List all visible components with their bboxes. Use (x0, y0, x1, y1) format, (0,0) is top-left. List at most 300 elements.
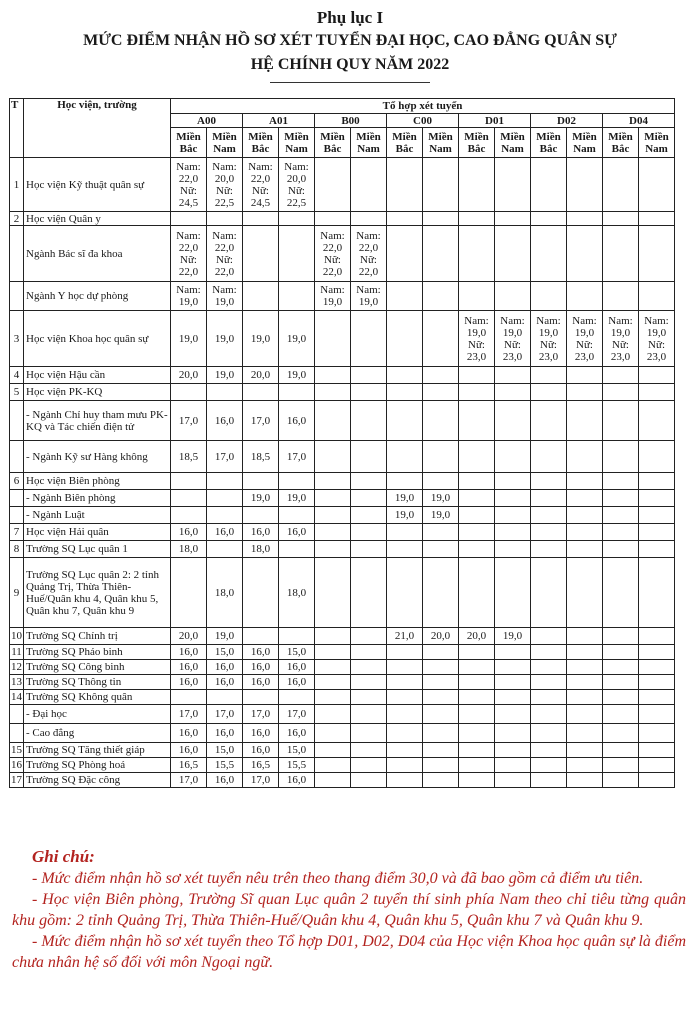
score-cell: 16,0 (279, 401, 315, 441)
score-cell (567, 558, 603, 628)
score-cell: Nam: 19,0 Nữ: 23,0 (639, 311, 675, 367)
score-cell (567, 226, 603, 282)
row-number: 14 (11, 691, 22, 703)
table-row (10, 401, 675, 441)
heading-line-1: MỨC ĐIỂM NHẬN HỒ SƠ XÉT TUYỂN ĐẠI HỌC, CAO ĐẲNG QUÂN SỰ (83, 32, 617, 49)
score-cell (567, 645, 603, 660)
score-cell: 16,0 (279, 773, 315, 788)
score-cell: 16,0 (243, 645, 279, 660)
score-cell: 19,0 (243, 490, 279, 507)
row-number: 6 (10, 473, 24, 490)
row-number (10, 705, 24, 724)
score-cell (459, 158, 495, 212)
score-cell: 15,0 (207, 743, 243, 758)
score-cell (387, 282, 423, 311)
col-header-stt: T (10, 99, 24, 158)
score-cell: 16,0 (207, 773, 243, 788)
score-cell (459, 524, 495, 541)
score-cell: Nam: 19,0 Nữ: 23,0 (603, 311, 639, 367)
score-cell: 19,0 (207, 628, 243, 645)
score-cell (459, 541, 495, 558)
score-cell (603, 441, 639, 473)
score-cell (315, 401, 351, 441)
score-cell: Nam: 22,0 Nữ: 24,5 (171, 158, 207, 212)
score-cell (351, 384, 387, 401)
score-cell (423, 226, 459, 282)
note-item: - Học viện Biên phòng, Trường Sĩ quan Lục quân 2 tuyển thí sinh phía Nam theo chỉ tiêu từng quân khu gồm: 2 tỉnh Quảng Trị, Thừa Thiên-Huế/Quân khu 4, Quân khu 5, Quân khu 7 và Quân khu 9. (12, 891, 686, 929)
school-name: Học viện Hải quân (24, 524, 171, 541)
score-cell (531, 158, 567, 212)
score-cell (603, 628, 639, 645)
score-cell (639, 473, 675, 490)
score-cell: 19,0 (207, 367, 243, 384)
score-cell (495, 473, 531, 490)
score-cell (315, 524, 351, 541)
score-cell: 16,5 (171, 758, 207, 773)
score-cell (459, 507, 495, 524)
score-cell (279, 628, 315, 645)
table-row (10, 690, 675, 705)
score-cell (315, 158, 351, 212)
score-cell (207, 212, 243, 226)
score-cell (279, 541, 315, 558)
score-cell (603, 401, 639, 441)
heading-line-2: HỆ CHÍNH QUY NĂM 2022 (250, 56, 450, 73)
table-row (10, 645, 675, 660)
score-cell (423, 158, 459, 212)
score-cell (603, 724, 639, 743)
score-cell (459, 212, 495, 226)
table-row (10, 628, 675, 645)
region-header-north: Miền Bắc (315, 128, 351, 158)
score-cell (639, 645, 675, 660)
row-number (10, 441, 24, 473)
score-cell (639, 541, 675, 558)
score-cell (639, 441, 675, 473)
score-cell (567, 473, 603, 490)
score-cell: Nam: 22,0 Nữ: 22,0 (207, 226, 243, 282)
score-cell (639, 384, 675, 401)
score-cell: 18,0 (279, 558, 315, 628)
score-cell (603, 507, 639, 524)
score-cell (567, 282, 603, 311)
score-cell (423, 758, 459, 773)
score-cell (423, 541, 459, 558)
school-name: - Cao đẳng (24, 724, 171, 743)
score-cell (531, 541, 567, 558)
score-cell (315, 660, 351, 675)
region-header-south: Miền Nam (279, 128, 315, 158)
score-cell: Nam: 19,0 Nữ: 23,0 (531, 311, 567, 367)
score-cell (603, 367, 639, 384)
score-cell (567, 628, 603, 645)
score-cell: 19,0 (279, 490, 315, 507)
table-row (10, 212, 675, 226)
score-cell (351, 675, 387, 690)
score-cell (351, 743, 387, 758)
score-cell: 16,0 (243, 660, 279, 675)
score-cell (603, 690, 639, 705)
score-cell (351, 705, 387, 724)
row-number (10, 226, 24, 282)
score-cell (459, 675, 495, 690)
score-cell: 18,0 (171, 541, 207, 558)
score-cell (387, 541, 423, 558)
score-cell (459, 367, 495, 384)
score-cell (243, 558, 279, 628)
score-cell: 20,0 (243, 367, 279, 384)
score-cell (423, 773, 459, 788)
score-cell (531, 705, 567, 724)
score-cell (567, 384, 603, 401)
region-header-north: Miền Bắc (531, 128, 567, 158)
score-cell: 19,0 (207, 311, 243, 367)
score-cell (495, 507, 531, 524)
score-cell (315, 773, 351, 788)
score-cell (459, 226, 495, 282)
score-cell: 16,5 (243, 758, 279, 773)
score-cell (567, 490, 603, 507)
score-cell (603, 158, 639, 212)
row-number: 9 (10, 558, 24, 628)
score-cell (351, 645, 387, 660)
table-row (10, 758, 675, 773)
table-row (10, 441, 675, 473)
score-cell (387, 441, 423, 473)
col-header-group: Tổ hợp xét tuyển (171, 99, 675, 114)
score-cell (495, 158, 531, 212)
score-cell (207, 541, 243, 558)
score-cell: 19,0 (243, 311, 279, 367)
score-cell: 19,0 (387, 507, 423, 524)
score-cell (315, 628, 351, 645)
group-header: A01 (243, 114, 315, 128)
score-cell (171, 690, 207, 705)
score-cell (315, 212, 351, 226)
score-cell (639, 401, 675, 441)
score-cell (531, 367, 567, 384)
score-cell (171, 212, 207, 226)
region-header-north: Miền Bắc (459, 128, 495, 158)
score-cell: Nam: 19,0 (171, 282, 207, 311)
score-cell: 16,0 (207, 724, 243, 743)
score-cell (459, 773, 495, 788)
score-cell (459, 441, 495, 473)
score-cell: Nam: 22,0 Nữ: 24,5 (243, 158, 279, 212)
score-cell (423, 367, 459, 384)
score-cell (567, 773, 603, 788)
score-cell (531, 645, 567, 660)
score-cell: 16,0 (171, 524, 207, 541)
score-cell (639, 490, 675, 507)
region-header-north: Miền Bắc (603, 128, 639, 158)
score-cell (387, 690, 423, 705)
score-cell (315, 507, 351, 524)
score-cell: 19,0 (279, 311, 315, 367)
score-cell (243, 384, 279, 401)
score-cell (423, 705, 459, 724)
score-cell (531, 473, 567, 490)
score-cell: Nam: 22,0 Nữ: 22,0 (315, 226, 351, 282)
region-header-north: Miền Bắc (171, 128, 207, 158)
row-number (10, 282, 24, 311)
score-cell (639, 743, 675, 758)
table-row (10, 660, 675, 675)
score-cell (387, 524, 423, 541)
table-row (10, 490, 675, 507)
score-cell (639, 282, 675, 311)
score-cell (459, 384, 495, 401)
score-cell (495, 490, 531, 507)
score-cell (531, 690, 567, 705)
score-cell (495, 558, 531, 628)
score-cell (531, 212, 567, 226)
score-cell (567, 743, 603, 758)
school-name: - Ngành Biên phòng (24, 490, 171, 507)
score-cell (459, 690, 495, 705)
score-cell (387, 660, 423, 675)
score-cell (423, 384, 459, 401)
score-cell (207, 507, 243, 524)
score-cell: 16,0 (171, 724, 207, 743)
score-cell: 15,0 (279, 645, 315, 660)
score-cell (531, 660, 567, 675)
score-cell (243, 226, 279, 282)
score-cell: 18,5 (243, 441, 279, 473)
score-cell: 19,0 (279, 367, 315, 384)
school-name: Học viện PK-KQ (24, 384, 171, 401)
score-cell: 17,0 (243, 773, 279, 788)
score-cell (495, 773, 531, 788)
score-cell (279, 507, 315, 524)
score-cell (387, 758, 423, 773)
score-cell (639, 524, 675, 541)
score-cell (495, 705, 531, 724)
score-cell (459, 473, 495, 490)
table-row (10, 743, 675, 758)
score-cell (423, 282, 459, 311)
score-cell: 15,5 (279, 758, 315, 773)
region-header-south: Miền Nam (423, 128, 459, 158)
score-cell (351, 367, 387, 384)
score-cell (639, 705, 675, 724)
table-row (10, 367, 675, 384)
score-cell: 17,0 (171, 705, 207, 724)
school-name: Trường SQ Tăng thiết giáp (24, 743, 171, 758)
score-cell: 16,0 (243, 524, 279, 541)
score-cell (243, 690, 279, 705)
score-cell (279, 282, 315, 311)
row-number (10, 401, 24, 441)
score-cell (315, 490, 351, 507)
score-cell: 19,0 (171, 311, 207, 367)
score-cell (603, 758, 639, 773)
score-cell (387, 367, 423, 384)
score-cell (315, 645, 351, 660)
score-cell (567, 524, 603, 541)
score-cell (531, 507, 567, 524)
score-cell (603, 490, 639, 507)
score-cell (495, 367, 531, 384)
score-cell (171, 490, 207, 507)
table-row (10, 158, 675, 212)
score-cell (351, 441, 387, 473)
score-cell: Nam: 19,0 (351, 282, 387, 311)
score-cell (603, 558, 639, 628)
score-cell: 16,0 (171, 743, 207, 758)
score-cell (423, 690, 459, 705)
score-cell (279, 473, 315, 490)
table-row (10, 226, 675, 282)
score-cell (495, 441, 531, 473)
score-cell (459, 660, 495, 675)
score-cell (603, 660, 639, 675)
score-cell (315, 690, 351, 705)
score-cell (639, 158, 675, 212)
score-cell (495, 660, 531, 675)
table-row (10, 507, 675, 524)
school-name: Trường SQ Phòng hoá (24, 758, 171, 773)
school-name: - Ngành Chỉ huy tham mưu PK-KQ và Tác chiến điện tử (24, 401, 171, 441)
score-cell: 17,0 (243, 705, 279, 724)
score-cell: 16,0 (207, 524, 243, 541)
score-cell (207, 384, 243, 401)
group-header: D02 (531, 114, 603, 128)
score-cell (639, 660, 675, 675)
group-header: C00 (387, 114, 459, 128)
row-number: 12 (11, 661, 22, 673)
score-cell (243, 507, 279, 524)
score-cell (351, 558, 387, 628)
row-number: 4 (10, 367, 24, 384)
school-name: Học viện Khoa học quân sự (24, 311, 171, 367)
school-name: - Ngành Luật (24, 507, 171, 524)
score-cell (531, 628, 567, 645)
score-cell (639, 773, 675, 788)
score-cell (279, 384, 315, 401)
school-name: Học viện Biên phòng (24, 473, 171, 490)
region-header-south: Miền Nam (207, 128, 243, 158)
score-cell (351, 724, 387, 743)
score-cell (279, 212, 315, 226)
score-cell (459, 645, 495, 660)
score-cell: 19,0 (495, 628, 531, 645)
score-cell (387, 401, 423, 441)
school-name: Trường SQ Pháo binh (24, 645, 171, 660)
score-cell (207, 490, 243, 507)
score-cell (639, 226, 675, 282)
score-cell: 17,0 (207, 705, 243, 724)
notes-section (12, 846, 686, 973)
row-number: 11 (11, 646, 22, 658)
score-cell (423, 724, 459, 743)
row-number: 3 (10, 311, 24, 367)
score-cell (387, 473, 423, 490)
score-cell: 18,5 (171, 441, 207, 473)
score-cell (495, 541, 531, 558)
score-cell (459, 401, 495, 441)
score-cell (603, 384, 639, 401)
score-cell (387, 675, 423, 690)
score-cell: 18,0 (243, 541, 279, 558)
score-cell (423, 645, 459, 660)
score-cell (495, 212, 531, 226)
school-name: Trường SQ Thông tin (24, 675, 171, 690)
score-cell (279, 226, 315, 282)
score-cell (495, 645, 531, 660)
row-number: 16 (11, 759, 22, 771)
heading-underline (270, 82, 430, 83)
score-cell: 16,0 (279, 675, 315, 690)
score-cell: Nam: 20,0 Nữ: 22,5 (279, 158, 315, 212)
score-cell (315, 473, 351, 490)
score-cell (351, 660, 387, 675)
score-cell (639, 758, 675, 773)
score-cell: 20,0 (171, 628, 207, 645)
score-cell (639, 690, 675, 705)
score-cell: 16,0 (243, 675, 279, 690)
score-cell (531, 743, 567, 758)
score-cell (315, 705, 351, 724)
school-name: Trường SQ Đặc công (24, 773, 171, 788)
school-name: Học viện Kỹ thuật quân sự (24, 158, 171, 212)
score-cell (531, 558, 567, 628)
score-cell (423, 212, 459, 226)
score-cell (531, 773, 567, 788)
table-row (10, 724, 675, 743)
score-cell (423, 743, 459, 758)
score-cell: 20,0 (459, 628, 495, 645)
score-cell: 15,0 (207, 645, 243, 660)
row-number: 10 (10, 628, 24, 645)
score-cell: 16,0 (243, 743, 279, 758)
score-cell (423, 401, 459, 441)
score-cell (495, 724, 531, 743)
score-cell (603, 212, 639, 226)
notes-title: Ghi chú: (32, 847, 95, 866)
score-cell (567, 158, 603, 212)
score-cell (459, 743, 495, 758)
score-cell (315, 558, 351, 628)
score-cell (387, 773, 423, 788)
school-name: Trường SQ Công binh (24, 660, 171, 675)
score-cell (351, 690, 387, 705)
score-cell (315, 541, 351, 558)
score-cell (387, 645, 423, 660)
score-cell: 19,0 (423, 507, 459, 524)
score-cell (567, 675, 603, 690)
score-cell (207, 473, 243, 490)
table-row (10, 311, 675, 367)
score-cell (315, 384, 351, 401)
score-cell (603, 743, 639, 758)
score-cell (495, 524, 531, 541)
table-row (10, 282, 675, 311)
score-cell: 16,0 (243, 724, 279, 743)
region-header-north: Miền Bắc (243, 128, 279, 158)
school-name: Trường SQ Lục quân 1 (24, 541, 171, 558)
score-cell (531, 401, 567, 441)
score-cell: 16,0 (171, 645, 207, 660)
admission-score-table (9, 98, 675, 788)
table-row (10, 705, 675, 724)
row-number: 1 (10, 158, 24, 212)
score-cell (459, 758, 495, 773)
score-cell (639, 724, 675, 743)
score-cell (423, 441, 459, 473)
score-cell (531, 490, 567, 507)
school-name: Học viện Hậu cần (24, 367, 171, 384)
